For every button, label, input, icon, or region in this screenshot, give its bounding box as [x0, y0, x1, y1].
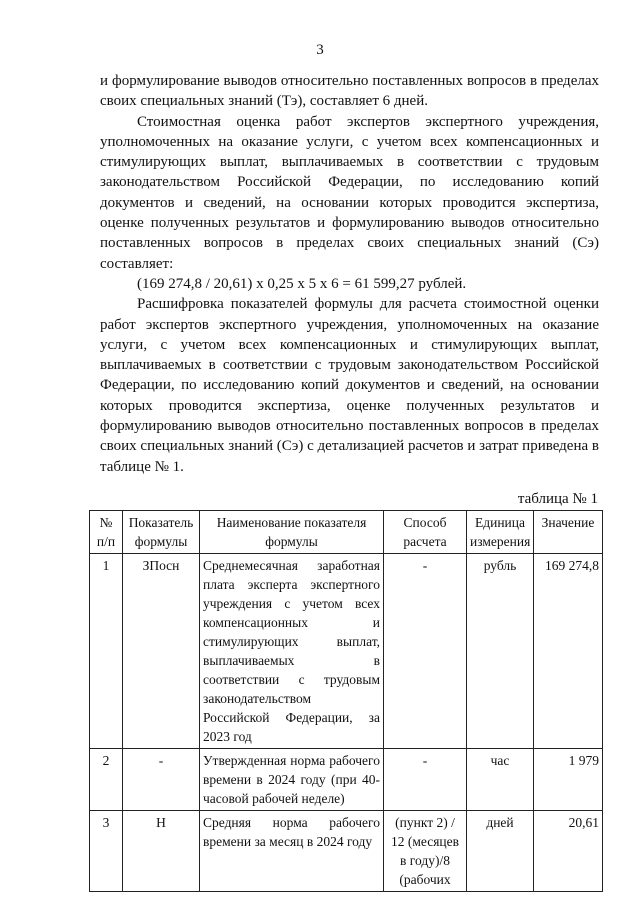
table-row — [90, 554, 603, 749]
header-number: № п/п — [90, 511, 123, 554]
cell-unit: дней — [467, 811, 534, 892]
cell-indicator: ЗПосн — [123, 554, 200, 749]
indicator-table — [89, 510, 603, 892]
cell-value: 1 979 — [534, 749, 603, 811]
cell-indicator: Н — [123, 811, 200, 892]
table-row — [90, 749, 603, 811]
cell-unit: рубль — [467, 554, 534, 749]
cell-unit: час — [467, 749, 534, 811]
page-number: 3 — [316, 42, 324, 58]
header-value: Значение — [534, 511, 603, 554]
header-name: Наименование показателя формулы — [200, 511, 384, 554]
cell-value: 169 274,8 — [534, 554, 603, 749]
cell-method: - — [384, 554, 467, 749]
cell-name: Средняя норма рабочего времени за месяц в 2024 году — [200, 811, 384, 892]
header-indicator: Показатель формулы — [123, 511, 200, 554]
paragraph-decoding: Расшифровка показателей формулы для расчета стоимостной оценки работ экспертов экспертного учреждения, уполномоченных на оказание услуги, с учетом всех компенсационных и стимулирующих выплат, выплачиваемых в соответствии с трудовым законодательством Российской Федерации, по исследованию копий документов и сведений, на основании которых проводится экспертиза, оценке полученных результатов и формулированию выводов относительно поставленных вопросов в пределах своих специальных знаний (Сэ) с детализацией расчетов и затрат приведена в таблице № 1. — [100, 296, 599, 475]
header-method: Способ расчета — [384, 511, 467, 554]
table-row — [90, 811, 603, 892]
table-caption: таблица № 1 — [517, 491, 598, 507]
table-header-row — [90, 511, 603, 554]
formula-line: (169 274,8 / 20,61) х 0,25 х 5 х 6 = 61 599,27 рублей. — [137, 275, 467, 292]
cell-number: 2 — [90, 749, 123, 811]
header-unit: Единица измерения — [467, 511, 534, 554]
cell-method: (пункт 2) / 12 (месяцев в году)/8 (рабочих — [384, 811, 467, 892]
cell-number: 1 — [90, 554, 123, 749]
cell-number: 3 — [90, 811, 123, 892]
cell-name: Среднемесячная заработная плата эксперта экспертного учреждения с учетом всех компенсационных и стимулирующих выплат, выплачиваемых в соответствии с трудовым законодательством Российской Федерации, за 2023 год — [200, 554, 384, 749]
cell-method: - — [384, 749, 467, 811]
paragraph-cost-estimate: Стоимостная оценка работ экспертов экспертного учреждения, уполномоченных на оказание услуги, с учетом всех компенсационных и стимулирующих выплат, выплачиваемых в соответствии с трудовым законодательством Российской Федерации, по исследованию копий документов и сведений, на основании которых проводится экспертиза, оценке полученных результатов и формулированию выводов относительно поставленных вопросов в пределах своих специальных знаний (Сэ) составляет: — [100, 113, 599, 272]
paragraph-continuation: и формулирование выводов относительно поставленных вопросов в пределах своих специальных знаний (Тэ), составляет 6 дней. — [100, 73, 599, 110]
cell-name: Утвержденная норма рабочего времени в 2024 году (при 40-часовой рабочей неделе) — [200, 749, 384, 811]
body-text — [100, 71, 599, 477]
cell-value: 20,61 — [534, 811, 603, 892]
cell-indicator: - — [123, 749, 200, 811]
